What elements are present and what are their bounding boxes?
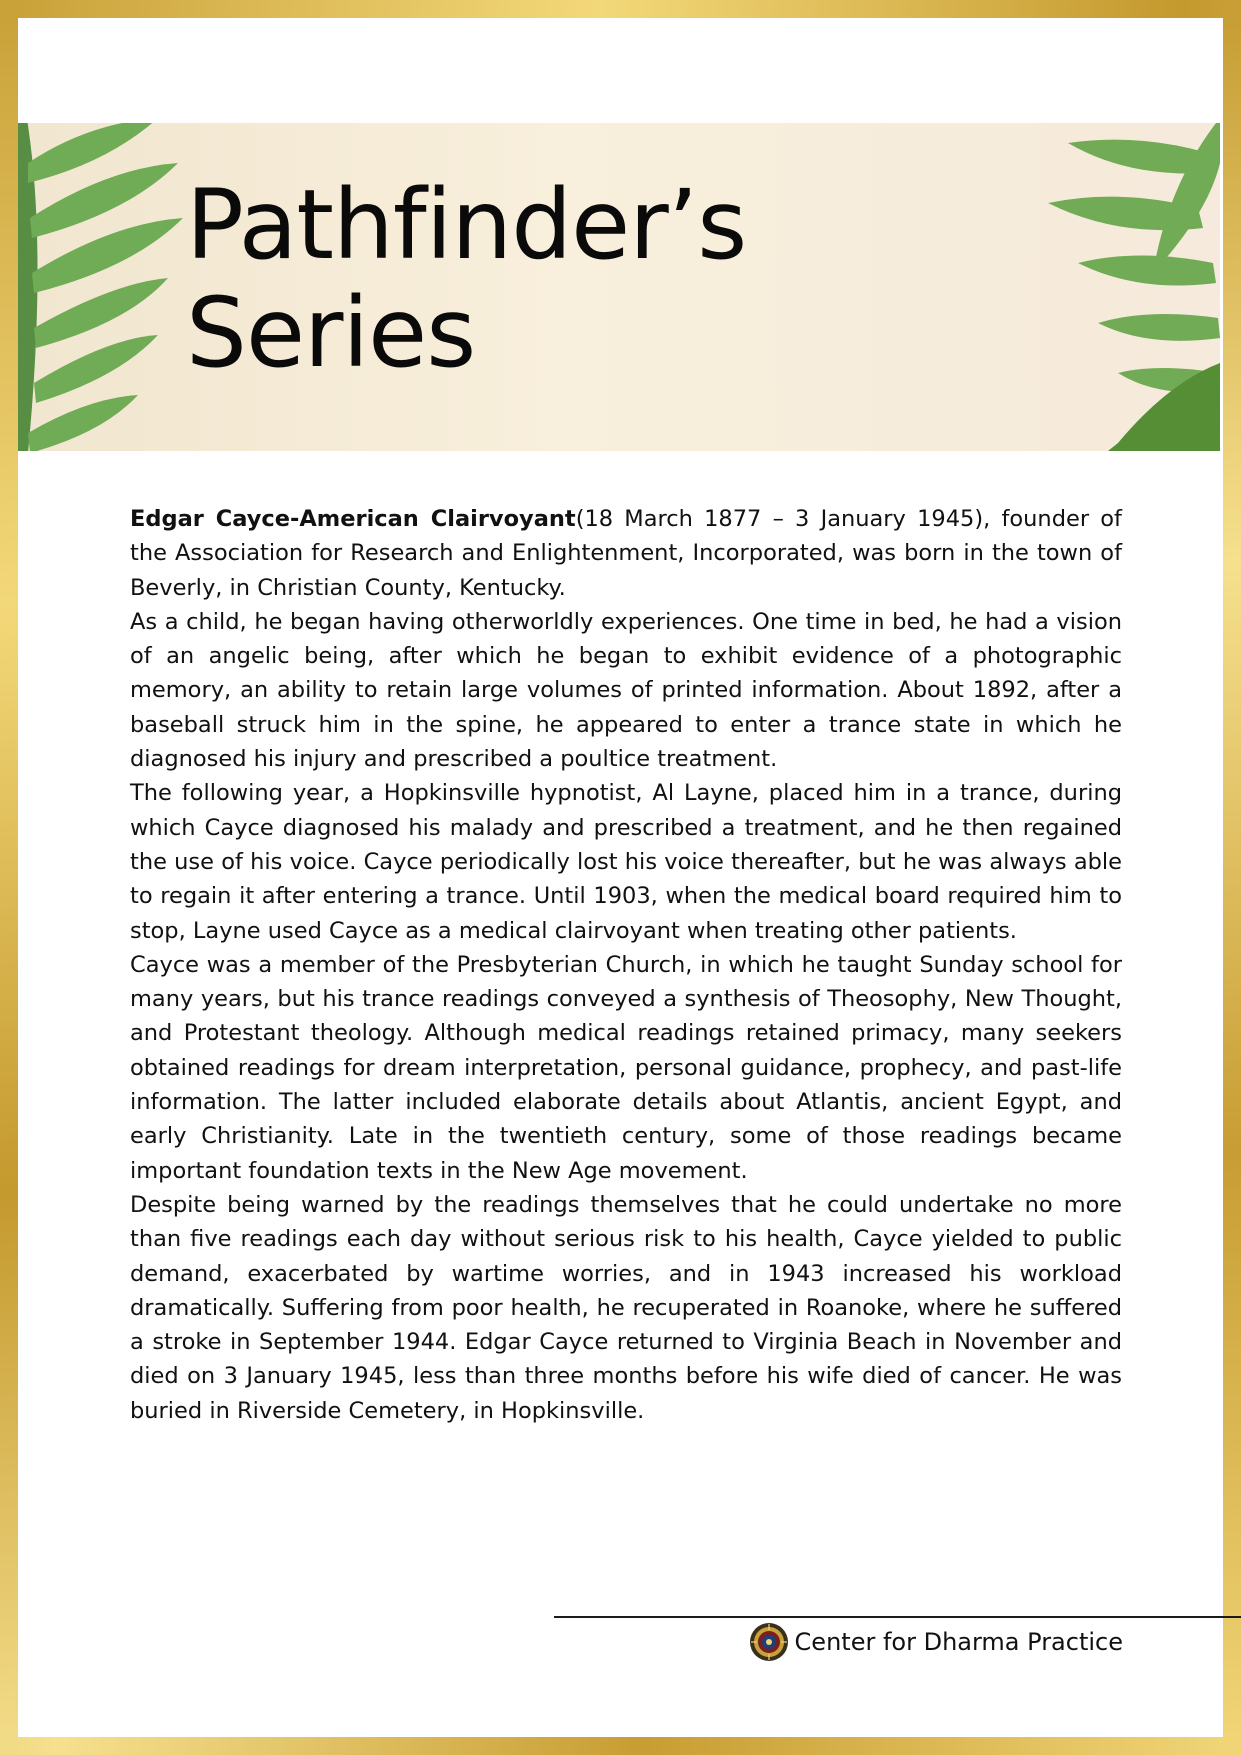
article-paragraph: [130, 502, 1122, 605]
title-line-2: Series: [186, 277, 476, 389]
header-banner: [18, 123, 1220, 451]
footer-divider: [554, 1616, 1241, 1618]
article-paragraph: The following year, a Hopkinsville hypnotist, Al Layne, placed him in a trance, during which Cayce diagnosed his malady and prescribed a treatment, and he then regained the use of his voice. Cayce periodically lost his voice thereafter, but he was always able to regain it after entering a trance. Until 1903, when the medical board required him to stop, Layne used Cayce as a medical clairvoyant when treating other patients.: [130, 780, 1122, 944]
article-intro: (18 March 1877 – 3 January 1945), founder of the Association for Research and Enlightenment, Incorporated, was born in the town of Beverly, in Christian County, Kentucky.: [130, 506, 1122, 601]
page-title: [186, 171, 746, 387]
footer: [749, 1622, 1123, 1662]
article-subject: Edgar Cayce-American Clairvoyant: [130, 506, 576, 532]
footer-organization: Center for Dharma Practice: [794, 1628, 1123, 1656]
article-paragraph: Cayce was a member of the Presbyterian Church, in which he taught Sunday school for many years, but his trance readings conveyed a synthesis of Theosophy, New Thought, and Protestant theology. Although medical readings retained primacy, many seekers obtained readings for dream interpretation, personal guidance, prophecy, and past-life information. The latter included elaborate details about Atlantis, ancient Egypt, and early Christianity. Late in the twentieth century, some of those readings became important foundation texts in the New Age movement.: [130, 951, 1122, 1184]
title-line-1: Pathfinder’s: [186, 169, 747, 281]
article-body: [130, 502, 1122, 1428]
article-paragraph: As a child, he began having otherworldly experiences. One time in bed, he had a vision of an angelic being, after which he began to exhibit evidence of a photographic memory, an ability to retain large volumes of printed information. About 1892, after a baseball struck him in the spine, he appeared to enter a trance state in which he diagnosed his injury and prescribed a poultice treatment.: [130, 608, 1122, 773]
article-paragraph: Despite being warned by the readings themselves that he could undertake no more than five readings each day without serious risk to his health, Cayce yielded to public demand, exacerbated by wartime worries, and in 1943 increased his workload dramatically. Suffering from poor health, he recuperated in Roanoke, where he suffered a stroke in September 1944. Edgar Cayce returned to Virginia Beach in November and died on 3 January 1945, less than three months before his wife died of cancer. He was buried in Riverside Cemetery, in Hopkinsville.: [130, 1191, 1122, 1424]
dharma-emblem-icon: [749, 1622, 789, 1662]
